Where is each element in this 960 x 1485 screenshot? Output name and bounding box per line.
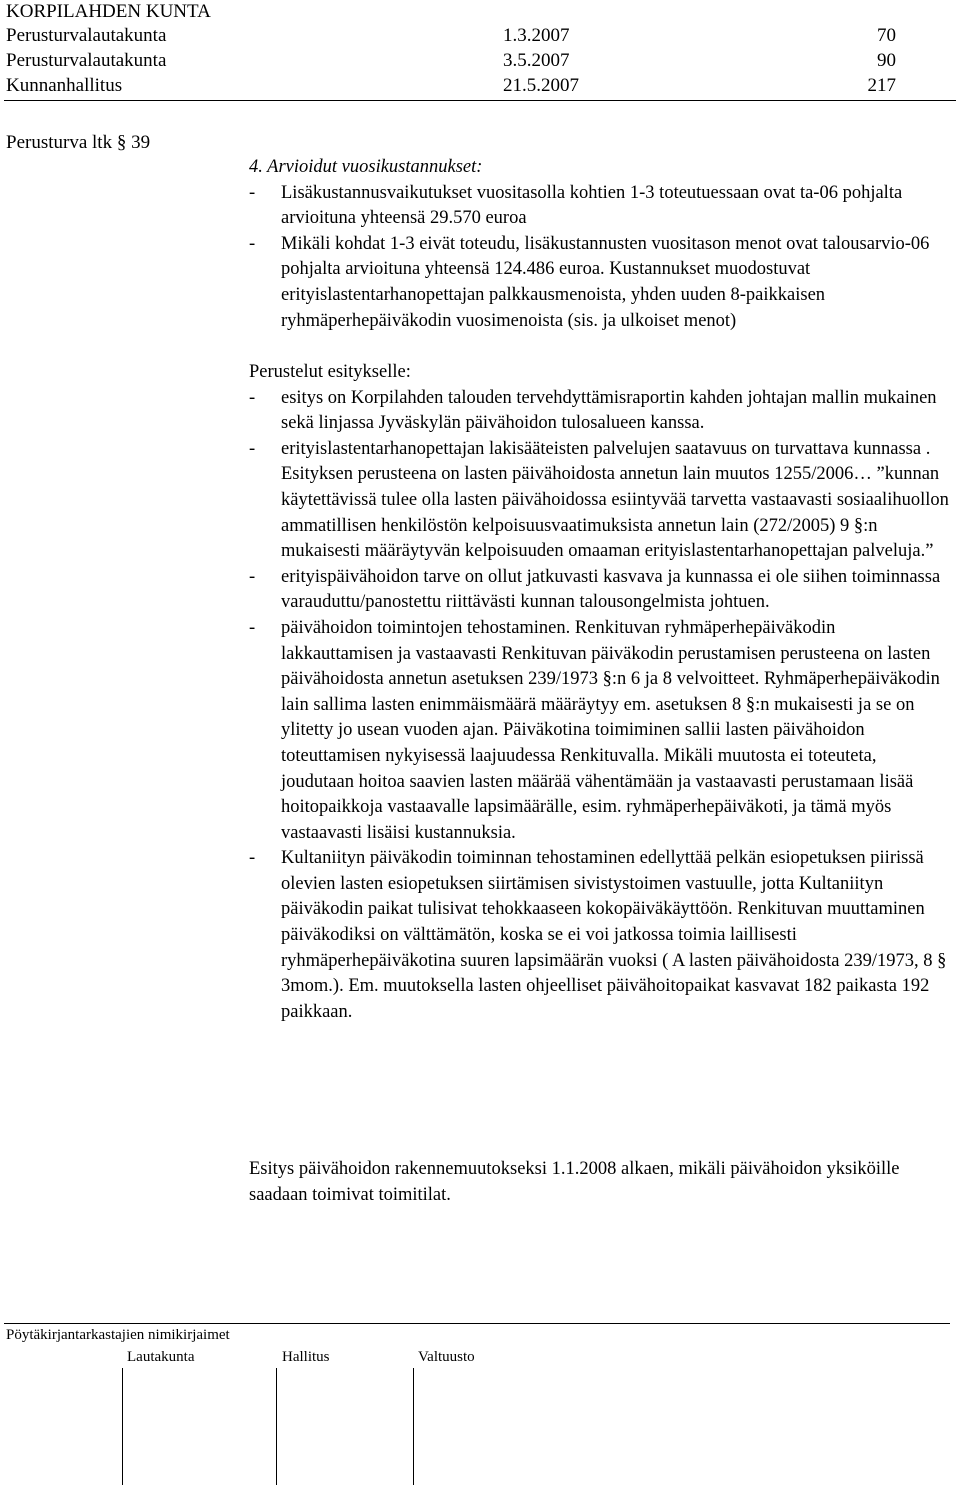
- header-row: [6, 73, 896, 99]
- header-number: 217: [867, 75, 896, 96]
- item-4-block: [249, 155, 949, 334]
- list-item-text: Mikäli kohdat 1-3 eivät toteudu, lisäkustannusten vuositason menot ovat talousarvio-06 pohjalta arvioituna yhteensä 124.486 euroa. Kustannukset muodostuvat erityislastentarhanopettajan palkkausmenoista, yhden uuden 8-paikkaisen ryhmäperhepäiväkodin vuosimenoista (sis. ja ulkoiset menot): [281, 233, 930, 331]
- list-item-text: esitys on Korpilahden talouden tervehdyttämisraportin kahden johtajan mallin mukainen sekä linjassa Jyväskylän päivähoidon tulosalueen kanssa.: [281, 387, 937, 434]
- signature-line: [122, 1368, 123, 1485]
- list-item-text: erityispäivähoidon tarve on ollut jatkuvasti kasvava ja kunnassa ei ole siihen toiminnassa varauduttu/panostettu riittävästi kunnan talousongelmista johtuen.: [281, 566, 941, 613]
- list-item-text: Kultaniityn päiväkodin toiminnan tehostaminen edellyttää pelkän esiopetuksen piirissä olevien lasten esiopetuksen siirtämisen sivistystoimen vastuulle, jotta Kultaniityn päiväkodin paikat tulisivat tehokkaaseen kokopäiväkäyttöön. Renkituvan muuttaminen päiväkodiksi on välttämätön, koska se ei voi jatkossa toimia laillisesti ryhmäperhepäiväkotina suuren lapsimäärän vuoksi ( A lasten päivähoidosta 239/1973, 8 § 3mom.). Em. muutoksella lasten ohjeelliset päivähoitopaikat kasvavat 182 paikasta 192 paikkaan.: [281, 848, 947, 1022]
- list-item: - esitys on Korpilahden talouden tervehdyttämisraportin kahden johtajan mallin mukainen sekä linjassa Jyväskylän päivähoidon tulosalueen kanssa.: [249, 387, 937, 434]
- header-body: Kunnanhallitus: [6, 75, 123, 96]
- signature-line: [276, 1368, 277, 1485]
- header-number: 70: [877, 25, 896, 46]
- list-item-text: erityislastentarhanopettajan lakisääteisten palvelujen saatavuus on turvattava kunnassa . Esityksen perusteena on lasten päivähoidosta annetun lain muutos 1255/2006… ”kunnan käytettävissä tulee olla lasten päivähoidossa esiintyvää tarvetta vastaavasti sosiaalihuollon ammatillisen henkilöstön kelpoisuusvaatimuksista annetun lain (272/2005) 9 §:n mukaisesti määräytyvän kelpoisuuden omaaman erityislastentarhanopettajan palveluja.”: [281, 438, 949, 562]
- perustelut-block: [249, 360, 949, 1025]
- list-item: - erityislastentarhanopettajan lakisääteisten palvelujen saatavuus on turvattava kunnassa . Esityksen perusteena on lasten päivähoidosta annetun lain muutos 1255/2006… ”kunnan käytettävissä tulee olla lasten päivähoidossa esiintyvää tarvetta vastaavasti sosiaalihuollon ammatillisen henkilöstön kelpoisuusvaatimuksista annetun lain (272/2005) 9 §:n mukaisesti määräytyvän kelpoisuuden omaaman erityislastentarhanopettajan palveluja.”: [249, 438, 949, 562]
- list-item: - Mikäli kohdat 1-3 eivät toteudu, lisäkustannusten vuositason menot ovat talousarvio-06 pohjalta arvioituna yhteensä 124.486 euroa. Kustannukset muodostuvat erityislastentarhanopettajan palkkausmenoista, yhden uuden 8-paikkaisen ryhmäperhepäiväkodin vuosimenoista (sis. ja ulkoiset menot): [249, 233, 930, 331]
- header-body: Perusturvalautakunta: [6, 25, 167, 46]
- item-4-title: 4. Arvioidut vuosikustannukset:: [249, 157, 483, 177]
- list-item-text: Lisäkustannusvaikutukset vuositasolla kohtien 1-3 toteutuessaan ovat ta-06 pohjalta arvioituna yhteensä 29.570 euroa: [281, 182, 903, 229]
- header-date: 1.3.2007: [503, 25, 570, 46]
- list-item-text: päivähoidon toimintojen tehostaminen. Renkituvan ryhmäperhepäiväkodin lakkauttamisen ja vastaavasti Renkituvan päiväkodin perustamisen perusteena on lasten päivähoidosta annetun asetuksen 239/1973 §:n 6 ja 8 velvoitteet. Ryhmäperhepäiväkodin lain sallima lasten enimmäismäärä määräytyy em. asetuksen 8 §:n mukaisesti ja se on ylitetty jo usean vuoden ajan. Päiväkotina toimiminen sallii lasten päivähoidon toteuttamisen nykyisessä laajuudessa Renkituvalla. Mikäli muutosta ei toteuteta, joudutaan hoitoa saavien lasten määrää vähentämään ja vastaavasti perustamaan lisää hoitopaikkoja vastaavalle lapsimäärälle, esim. ryhmäperhepäiväkoti, ja tämä myös vastaavasti lisäisi kustannuksia.: [281, 617, 940, 843]
- perustelut-title: Perustelut esitykselle:: [249, 362, 411, 382]
- footer-divider: [4, 1323, 950, 1324]
- organization-name: KORPILAHDEN KUNTA: [6, 1, 211, 22]
- footer-col-hallitus: Hallitus: [282, 1349, 330, 1365]
- header-row: [6, 48, 896, 74]
- header-date: 21.5.2007: [503, 75, 579, 96]
- section-label: Perusturva ltk § 39: [6, 132, 151, 153]
- footer-title: Pöytäkirjantarkastajien nimikirjaimet: [6, 1327, 230, 1343]
- header-divider: [4, 100, 956, 101]
- esitys-paragraph: Esitys päivähoidon rakennemuutokseksi 1.1.2008 alkaen, mikäli päivähoidon yksiköille saadaan toimivat toimitilat.: [249, 1159, 900, 1205]
- list-item: - päivähoidon toimintojen tehostaminen. Renkituvan ryhmäperhepäiväkodin lakkauttamisen ja vastaavasti Renkituvan päiväkodin perustamisen perusteena on lasten päivähoidosta annetun asetuksen 239/1973 §:n 6 ja 8 velvoitteet. Ryhmäperhepäiväkodin lain sallima lasten enimmäismäärä määräytyy em. asetuksen 8 §:n mukaisesti ja se on ylitetty jo usean vuoden ajan. Päiväkotina toimiminen sallii lasten päivähoidon toteuttamisen nykyisessä laajuudessa Renkituvalla. Mikäli muutosta ei toteuteta, joudutaan hoitoa saavien lasten määrää vähentämään ja vastaavasti perustamaan lisää hoitopaikkoja vastaavalle lapsimäärälle, esim. ryhmäperhepäiväkoti, ja tämä myös vastaavasti lisäisi kustannuksia.: [249, 617, 940, 843]
- signature-line: [413, 1368, 414, 1485]
- list-item: - Lisäkustannusvaikutukset vuositasolla kohtien 1-3 toteutuessaan ovat ta-06 pohjalta arvioituna yhteensä 29.570 euroa: [249, 182, 903, 229]
- list-item: - erityispäivähoidon tarve on ollut jatkuvasti kasvava ja kunnassa ei ole siihen toiminnassa varauduttu/panostettu riittävästi kunnan talousongelmista johtuen.: [249, 566, 941, 613]
- header-row: [6, 23, 896, 49]
- footer-col-lautakunta: Lautakunta: [127, 1349, 195, 1365]
- list-item: - Kultaniityn päiväkodin toiminnan tehostaminen edellyttää pelkän esiopetuksen piirissä olevien lasten esiopetuksen siirtämisen sivistystoimen vastuulle, jotta Kultaniityn päiväkodin paikat tulisivat tehokkaaseen kokopäiväkäyttöön. Renkituvan muuttaminen päiväkodiksi on välttämätön, koska se ei voi jatkossa toimia laillisesti ryhmäperhepäiväkotina suuren lapsimäärän vuoksi ( A lasten päivähoidosta 239/1973, 8 § 3mom.). Em. muutoksella lasten ohjeelliset päivähoitopaikat kasvavat 182 paikasta 192 paikkaan.: [249, 848, 947, 1022]
- header-date: 3.5.2007: [503, 50, 570, 71]
- footer-col-valtuusto: Valtuusto: [418, 1349, 475, 1365]
- header-number: 90: [877, 50, 896, 71]
- header-body: Perusturvalautakunta: [6, 50, 167, 71]
